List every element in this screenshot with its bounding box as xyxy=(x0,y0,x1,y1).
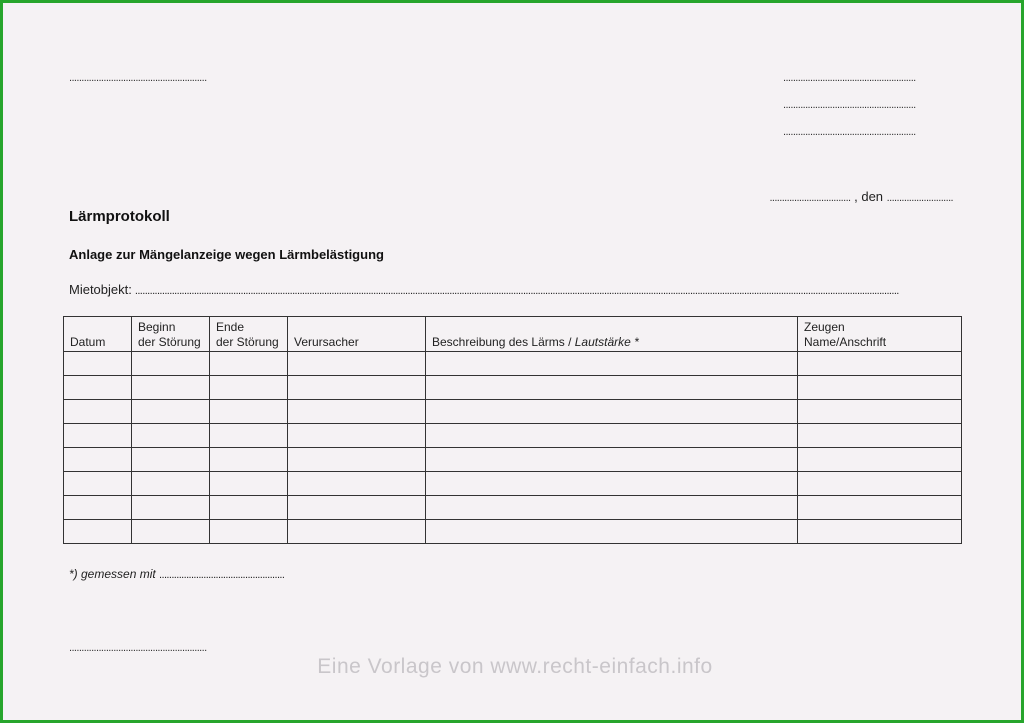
table-cell[interactable] xyxy=(426,352,798,376)
table-cell[interactable] xyxy=(210,496,288,520)
mietobjekt-dots: ....................................................................................................................................................................................................................................................................................................................... xyxy=(134,285,899,297)
footnote-dots: ................................................... xyxy=(159,569,285,581)
place-date-line xyxy=(769,189,953,205)
table-cell[interactable] xyxy=(64,496,132,520)
table-cell[interactable] xyxy=(426,376,798,400)
header-beginn: Beginn der Störung xyxy=(132,317,210,352)
table-cell[interactable] xyxy=(798,496,962,520)
table-cell[interactable] xyxy=(132,496,210,520)
table-cell[interactable] xyxy=(798,400,962,424)
recipient-line-3: ...................................................... xyxy=(783,126,916,138)
table-cell[interactable] xyxy=(64,424,132,448)
watermark: Eine Vorlage von www.recht-einfach.info xyxy=(317,655,713,678)
table-cell[interactable] xyxy=(210,352,288,376)
table-cell[interactable] xyxy=(426,448,798,472)
date-dots: ........................... xyxy=(886,192,953,204)
table-cell[interactable] xyxy=(132,376,210,400)
table-cell[interactable] xyxy=(426,400,798,424)
table-row xyxy=(64,400,962,424)
signature-line: ........................................................ xyxy=(69,642,207,654)
table-row xyxy=(64,496,962,520)
table-header-row xyxy=(64,317,962,352)
table-cell[interactable] xyxy=(798,376,962,400)
table-cell[interactable] xyxy=(64,520,132,544)
table-cell[interactable] xyxy=(426,424,798,448)
table-cell[interactable] xyxy=(210,520,288,544)
footnote xyxy=(69,567,284,581)
table-cell[interactable] xyxy=(132,400,210,424)
table-cell[interactable] xyxy=(798,520,962,544)
table-cell[interactable] xyxy=(288,520,426,544)
table-cell[interactable] xyxy=(210,376,288,400)
table-cell[interactable] xyxy=(210,400,288,424)
table-cell[interactable] xyxy=(64,400,132,424)
footnote-text: *) gemessen mit xyxy=(69,567,156,581)
table-cell[interactable] xyxy=(210,448,288,472)
header-beschreibung: Beschreibung des Lärms / Lautstärke * xyxy=(426,317,798,352)
document-subtitle: Anlage zur Mängelanzeige wegen Lärmbelästigung xyxy=(69,247,384,262)
header-verursacher: Verursacher xyxy=(288,317,426,352)
header-zeugen: Zeugen Name/Anschrift xyxy=(798,317,962,352)
table-cell[interactable] xyxy=(426,496,798,520)
table-cell[interactable] xyxy=(64,448,132,472)
header-ende: Ende der Störung xyxy=(210,317,288,352)
table-cell[interactable] xyxy=(210,424,288,448)
table-row xyxy=(64,472,962,496)
table-row xyxy=(64,520,962,544)
table-cell[interactable] xyxy=(426,472,798,496)
table-cell[interactable] xyxy=(288,448,426,472)
place-dots: ................................. xyxy=(769,192,851,204)
table-cell[interactable] xyxy=(64,472,132,496)
table-cell[interactable] xyxy=(288,496,426,520)
sender-address-line: ........................................................ xyxy=(69,72,207,84)
table-cell[interactable] xyxy=(288,352,426,376)
table-row xyxy=(64,448,962,472)
table-cell[interactable] xyxy=(288,376,426,400)
table-cell[interactable] xyxy=(798,424,962,448)
document-title: Lärmprotokoll xyxy=(69,208,170,225)
table-cell[interactable] xyxy=(426,520,798,544)
noise-log-table xyxy=(63,316,962,544)
table-cell[interactable] xyxy=(798,448,962,472)
table-row xyxy=(64,424,962,448)
table-cell[interactable] xyxy=(798,472,962,496)
mietobjekt-line xyxy=(69,282,953,297)
recipient-line-1: ...................................................... xyxy=(783,72,916,84)
table-cell[interactable] xyxy=(132,472,210,496)
table-row xyxy=(64,352,962,376)
table-cell[interactable] xyxy=(132,352,210,376)
table-cell[interactable] xyxy=(288,424,426,448)
header-datum: Datum xyxy=(64,317,132,352)
table-row xyxy=(64,376,962,400)
recipient-line-2: ...................................................... xyxy=(783,99,916,111)
table-cell[interactable] xyxy=(132,448,210,472)
table-cell[interactable] xyxy=(288,472,426,496)
table-cell[interactable] xyxy=(132,520,210,544)
table-cell[interactable] xyxy=(132,424,210,448)
table-cell[interactable] xyxy=(64,352,132,376)
table-body xyxy=(64,352,962,544)
table-cell[interactable] xyxy=(288,400,426,424)
mietobjekt-label: Mietobjekt: xyxy=(69,282,132,297)
table-cell[interactable] xyxy=(64,376,132,400)
table-cell[interactable] xyxy=(798,352,962,376)
table-cell[interactable] xyxy=(210,472,288,496)
date-separator: , den xyxy=(854,189,884,204)
